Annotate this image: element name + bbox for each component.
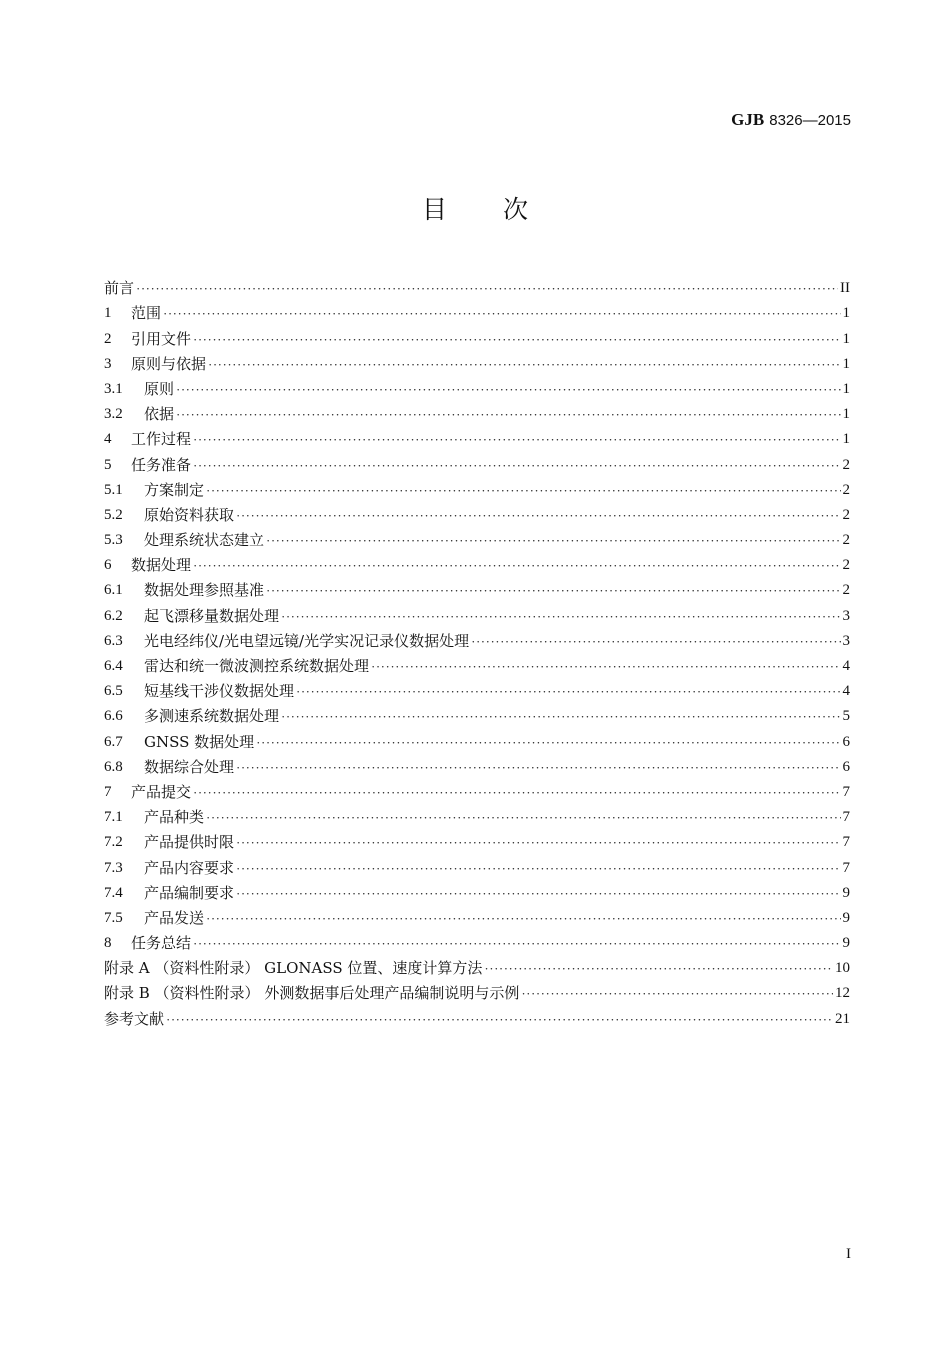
toc-entry-number: 6.8 — [104, 758, 123, 775]
toc-leader-dots — [236, 884, 840, 903]
toc-entry-text: GNSS 数据处理 — [144, 732, 255, 751]
document-code — [731, 110, 851, 130]
toc-entry[interactable] — [104, 349, 850, 374]
toc-entry-heading — [104, 632, 469, 651]
toc-entry-number: 3.2 — [104, 406, 123, 423]
toc-leader-dots — [206, 808, 840, 827]
toc-entry-page: 1 — [842, 406, 850, 423]
toc-entry-heading — [104, 279, 134, 298]
toc-entry-number: 6.5 — [104, 683, 123, 700]
toc-entry[interactable] — [104, 1003, 850, 1028]
toc-entry-number: 6.3 — [104, 632, 123, 649]
toc-entry-heading — [104, 859, 234, 878]
toc-entry[interactable] — [104, 802, 850, 827]
toc-entry[interactable] — [104, 752, 850, 777]
toc-entry-text: 多测速系统数据处理 — [144, 707, 280, 726]
toc-entry[interactable] — [104, 374, 850, 399]
toc-entry-heading — [104, 506, 234, 525]
toc-entry-number: 7 — [104, 783, 112, 800]
toc-entry-number: 7.2 — [104, 834, 123, 851]
toc-entry-heading — [104, 355, 206, 374]
toc-entry-page: 3 — [842, 632, 850, 649]
toc-entry-page: 9 — [842, 884, 850, 901]
toc-leader-dots — [256, 733, 840, 752]
toc-entry-page: 9 — [842, 935, 850, 952]
toc-leader-dots — [193, 556, 840, 575]
toc-entry[interactable] — [104, 626, 850, 651]
toc-entry-number: 4 — [104, 431, 112, 448]
page-title: 目次 — [421, 195, 584, 224]
toc-entry-text: 附录 A （资料性附录） GLONASS 位置、速度计算方法 — [104, 959, 483, 978]
toc-entry-page: 7 — [842, 809, 850, 826]
toc-leader-dots — [176, 380, 840, 399]
toc-leader-dots — [206, 909, 840, 928]
toc-entry-page: II — [840, 280, 850, 297]
toc-entry[interactable] — [104, 903, 850, 928]
toc-entry[interactable] — [104, 928, 850, 953]
toc-entry-heading — [104, 330, 191, 349]
toc-leader-dots — [206, 481, 840, 500]
toc-entry[interactable] — [104, 651, 850, 676]
toc-entry-text: 范围 — [131, 304, 162, 323]
toc-entry[interactable] — [104, 701, 850, 726]
toc-leader-dots — [266, 581, 840, 600]
toc-leader-dots — [193, 783, 840, 802]
toc-entry-number: 6 — [104, 557, 112, 574]
toc-leader-dots — [236, 506, 840, 525]
toc-entry[interactable] — [104, 726, 850, 751]
toc-entry-number: 3.1 — [104, 380, 123, 397]
toc-entry[interactable] — [104, 600, 850, 625]
toc-entry-number: 6.2 — [104, 607, 123, 624]
toc-entry-page: 1 — [842, 380, 850, 397]
toc-entry[interactable] — [104, 575, 850, 600]
toc-entry-text: 产品发送 — [144, 908, 205, 927]
toc-entry-page: 4 — [842, 658, 850, 674]
toc-leader-dots — [236, 833, 840, 852]
toc-entry[interactable] — [104, 550, 850, 575]
toc-entry-heading — [104, 1010, 164, 1029]
toc-entry-text: 附录 B （资料性附录） 外测数据事后处理产品编制说明与示例 — [104, 984, 520, 1003]
toc-entry-page: 2 — [842, 557, 850, 574]
toc-leader-dots — [281, 707, 840, 726]
toc-entry-page: 7 — [842, 834, 850, 851]
toc-entry-text: 工作过程 — [131, 430, 192, 449]
toc-entry[interactable] — [104, 298, 850, 323]
toc-entry[interactable] — [104, 475, 850, 500]
toc-entry-page: 7 — [842, 859, 850, 876]
toc-entry-number: 7.4 — [104, 884, 123, 901]
toc-entry-text: 数据综合处理 — [144, 757, 235, 776]
toc-entry-text: 方案制定 — [144, 480, 205, 499]
toc-entry-text: 前言 — [104, 279, 135, 298]
toc-entry-text: 依据 — [144, 405, 175, 424]
toc-entry-heading — [104, 556, 191, 575]
table-of-contents — [104, 273, 850, 1029]
standard-number: 8326—2015 — [769, 112, 851, 129]
toc-entry-heading — [104, 531, 264, 550]
toc-entry[interactable] — [104, 273, 850, 298]
toc-leader-dots — [281, 607, 840, 626]
toc-entry-text: 短基线干涉仪数据处理 — [144, 682, 295, 701]
toc-entry-text: 起飞漂移量数据处理 — [144, 606, 280, 625]
toc-entry-number: 7.1 — [104, 809, 123, 826]
toc-entry-number: 1 — [104, 305, 112, 322]
toc-entry-number: 5.1 — [104, 481, 123, 498]
toc-leader-dots — [521, 984, 833, 1003]
toc-entry-number: 2 — [104, 330, 112, 347]
toc-entry[interactable] — [104, 449, 850, 474]
toc-entry[interactable] — [104, 399, 850, 424]
toc-leader-dots — [166, 1010, 833, 1029]
toc-entry-text: 引用文件 — [131, 329, 192, 348]
toc-entry-page: 1 — [842, 431, 850, 448]
toc-entry[interactable] — [104, 500, 850, 525]
toc-entry-page: 2 — [842, 456, 850, 473]
toc-entry-text: 产品提交 — [131, 782, 192, 801]
toc-entry-heading — [104, 481, 204, 500]
toc-entry-number: 6.4 — [104, 658, 123, 674]
toc-entry-heading — [104, 607, 279, 626]
toc-entry-heading — [104, 707, 279, 726]
toc-entry-page: 2 — [842, 532, 850, 549]
toc-leader-dots — [193, 934, 840, 953]
toc-entry[interactable] — [104, 777, 850, 802]
standard-code: GJB — [731, 110, 765, 129]
toc-entry-heading — [104, 430, 191, 449]
toc-entry-heading — [104, 733, 254, 752]
toc-entry-page: 3 — [842, 607, 850, 624]
toc-entry[interactable] — [104, 424, 850, 449]
toc-leader-dots — [208, 355, 840, 374]
toc-entry-text: 雷达和统一微波测控系统数据处理 — [144, 657, 370, 675]
toc-entry-number: 7.5 — [104, 909, 123, 926]
toc-entry-text: 原则与依据 — [131, 354, 207, 373]
toc-leader-dots — [163, 304, 840, 323]
toc-entry-heading — [104, 959, 482, 978]
toc-entry-heading — [104, 984, 519, 1003]
toc-entry-heading — [104, 808, 204, 827]
toc-entry-text: 处理系统状态建立 — [144, 531, 265, 550]
toc-entry-heading — [104, 581, 264, 600]
toc-entry-text: 产品编制要求 — [144, 883, 235, 902]
toc-entry-number: 7.3 — [104, 859, 123, 876]
toc-entry-page: 1 — [842, 305, 850, 322]
toc-entry-text: 任务准备 — [131, 455, 192, 474]
toc-entry-text: 数据处理参照基准 — [144, 581, 265, 600]
toc-entry-page: 1 — [842, 355, 850, 372]
toc-entry-text: 原始资料获取 — [144, 505, 235, 524]
toc-entry-heading — [104, 682, 294, 701]
toc-entry-page: 10 — [835, 960, 850, 977]
toc-entry-text: 光电经纬仪/光电望远镜/光学实况记录仪数据处理 — [144, 631, 470, 650]
toc-entry-heading — [104, 380, 174, 399]
toc-entry[interactable] — [104, 525, 850, 550]
toc-entry-heading — [104, 456, 191, 475]
toc-entry-number: 6.7 — [104, 733, 123, 750]
toc-leader-dots — [236, 758, 840, 777]
toc-entry-number: 8 — [104, 935, 112, 952]
toc-entry-heading — [104, 304, 161, 323]
toc-entry[interactable] — [104, 878, 850, 903]
toc-leader-dots — [484, 959, 833, 978]
toc-leader-dots — [176, 405, 840, 424]
toc-entry[interactable] — [104, 953, 850, 978]
toc-entry-page: 7 — [842, 783, 850, 800]
toc-entry-page: 4 — [842, 683, 850, 700]
toc-entry-heading — [104, 405, 174, 424]
toc-entry[interactable] — [104, 852, 850, 877]
toc-entry-number: 6.6 — [104, 708, 123, 725]
toc-leader-dots — [193, 330, 840, 349]
toc-leader-dots — [136, 279, 838, 298]
toc-entry-page: 9 — [842, 909, 850, 926]
toc-entry-number: 5.3 — [104, 532, 123, 549]
toc-entry-number: 3 — [104, 355, 112, 372]
toc-entry-text: 产品提供时限 — [144, 833, 235, 852]
toc-entry-text: 产品种类 — [144, 808, 205, 827]
toc-entry-page: 2 — [842, 481, 850, 498]
toc-entry-number: 6.1 — [104, 582, 123, 599]
toc-entry-heading — [104, 783, 191, 802]
toc-leader-dots — [371, 657, 840, 676]
toc-entry-heading — [104, 758, 234, 777]
toc-leader-dots — [266, 531, 840, 550]
toc-entry-page: 5 — [842, 708, 850, 725]
toc-leader-dots — [193, 456, 840, 475]
toc-entry-text: 原则 — [144, 379, 175, 398]
toc-entry[interactable] — [104, 676, 850, 701]
toc-entry-text: 产品内容要求 — [144, 858, 235, 877]
toc-entry-page: 2 — [842, 506, 850, 523]
toc-entry-page: 12 — [835, 985, 850, 1002]
toc-leader-dots — [471, 632, 840, 651]
toc-leader-dots — [193, 430, 840, 449]
toc-entry-heading — [104, 657, 369, 676]
toc-entry-number: 5 — [104, 456, 112, 473]
toc-entry[interactable] — [104, 827, 850, 852]
toc-entry-heading — [104, 884, 234, 903]
toc-entry-page: 6 — [842, 758, 850, 775]
toc-entry-heading — [104, 909, 204, 928]
toc-entry-page: 1 — [842, 330, 850, 347]
toc-entry-page: 2 — [842, 582, 850, 599]
toc-entry[interactable] — [104, 323, 850, 348]
toc-leader-dots — [236, 859, 840, 878]
toc-entry-heading — [104, 833, 234, 852]
toc-entry-page: 6 — [842, 733, 850, 750]
toc-entry-text: 参考文献 — [104, 1009, 165, 1028]
toc-entry-text: 任务总结 — [131, 934, 192, 953]
toc-entry-page: 21 — [835, 1010, 850, 1027]
toc-entry-heading — [104, 934, 191, 953]
toc-leader-dots — [296, 682, 840, 701]
toc-entry-number: 5.2 — [104, 506, 123, 523]
toc-entry[interactable] — [104, 978, 850, 1003]
page-number: I — [846, 1246, 851, 1262]
toc-entry-text: 数据处理 — [131, 556, 192, 575]
